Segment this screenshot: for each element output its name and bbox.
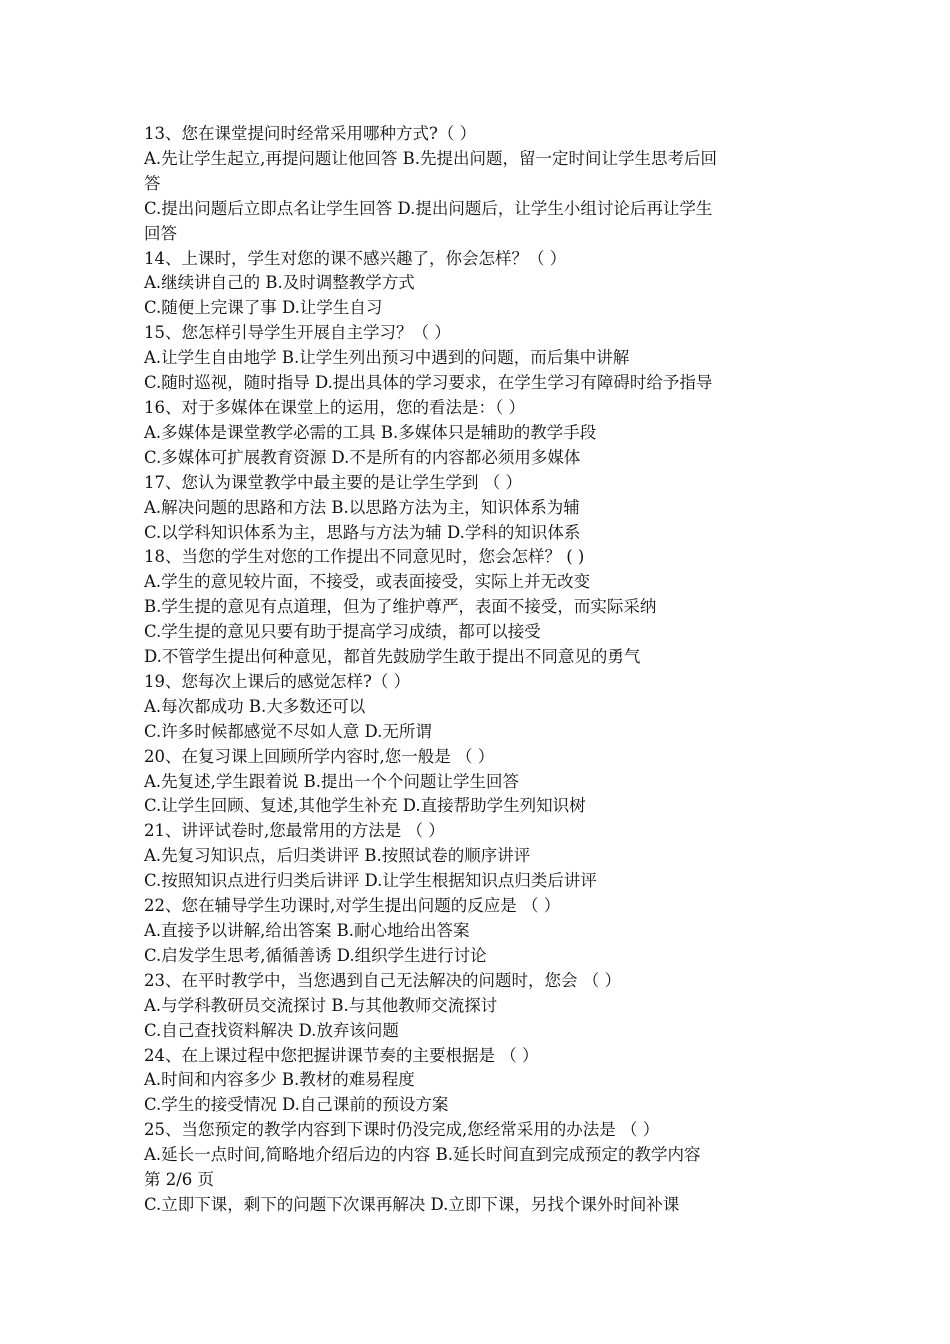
text-line: C.多媒体可扩展教育资源 D.不是所有的内容都必须用多媒体 <box>144 447 581 467</box>
text-line: 15、您怎样引导学生开展自主学习？（ ） <box>144 323 451 343</box>
text-line: C.让学生回顾、复述,其他学生补充 D.直接帮助学生列知识树 <box>144 796 586 816</box>
text-line: 回答 <box>144 223 177 243</box>
text-line: A.让学生自由地学 B.让学生列出预习中遇到的问题，而后集中讲解 <box>144 348 630 368</box>
text-line: 16、对于多媒体在课堂上的运用，您的看法是：（ ） <box>144 397 525 417</box>
text-line: C.自己查找资料解决 D.放弃该问题 <box>144 1020 399 1040</box>
document-page <box>144 122 824 1218</box>
text-line: A.时间和内容多少 B.教材的难易程度 <box>144 1070 415 1090</box>
text-line: A.解决问题的思路和方法 B.以思路方法为主，知识体系为辅 <box>144 497 580 517</box>
text-line: C.许多时候都感觉不尽如人意 D.无所谓 <box>144 721 432 741</box>
text-line: 24、在上课过程中您把握讲课节奏的主要根据是 （ ） <box>144 1045 539 1065</box>
text-line: A.继续讲自己的 B.及时调整教学方式 <box>144 273 415 293</box>
text-line: C.以学科知识体系为主，思路与方法为辅 D.学科的知识体系 <box>144 522 581 542</box>
text-line: A.直接予以讲解,给出答案 B.耐心地给出答案 <box>144 921 470 940</box>
text-line: A.先让学生起立,再提问题让他回答 B.先提出问题，留一定时间让学生思考后回 <box>144 148 718 168</box>
text-line: 20、在复习课上回顾所学内容时,您一般是 （ ） <box>144 746 495 766</box>
text-line: A.多媒体是课堂教学必需的工具 B.多媒体只是辅助的教学手段 <box>144 422 597 442</box>
text-line: C.随便上完课了事 D.让学生自习 <box>144 298 383 318</box>
text-line: 答 <box>144 173 161 193</box>
text-line: 19、您每次上课后的感觉怎样?（ ） <box>144 671 411 691</box>
text-line: 25、当您预定的教学内容到下课时仍没完成,您经常采用的办法是 （ ） <box>144 1120 660 1140</box>
text-line: 17、您认为课堂教学中最主要的是让学生学到 （ ） <box>144 472 522 492</box>
text-line: 21、讲评试卷时,您最常用的方法是 （ ） <box>144 821 445 841</box>
text-line: C.学生的接受情况 D.自己课前的预设方案 <box>144 1095 449 1115</box>
text-line: 14、上课时，学生对您的课不感兴趣了，你会怎样？（ ） <box>144 248 567 268</box>
text-line: A.与学科教研员交流探讨 B.与其他教师交流探讨 <box>144 995 498 1015</box>
page-number: 第 2/6 页 <box>144 1170 215 1190</box>
text-line: C.随时巡视，随时指导 D.提出具体的学习要求，在学生学习有障碍时给予指导 <box>144 373 713 393</box>
text-line: A.每次都成功 B.大多数还可以 <box>144 696 366 716</box>
text-line: C.提出问题后立即点名让学生回答 D.提出问题后，让学生小组讨论后再让学生 <box>144 198 713 218</box>
text-line: 23、在平时教学中，当您遇到自己无法解决的问题时，您会 （ ） <box>144 970 621 990</box>
text-line: C.按照知识点进行归类后讲评 D.让学生根据知识点归类后讲评 <box>144 871 597 891</box>
text-line: 13、您在课堂提问时经常采用哪种方式?（ ） <box>144 124 477 143</box>
text-line: C.启发学生思考,循循善诱 D.组织学生进行讨论 <box>144 945 487 965</box>
text-line: D.不管学生提出何种意见，都首先鼓励学生敢于提出不同意见的勇气 <box>144 647 641 667</box>
text-line: 22、您在辅导学生功课时,对学生提出问题的反应是 （ ） <box>144 896 561 916</box>
text-line: C.学生提的意见只要有助于提高学习成绩，都可以接受 <box>144 622 541 642</box>
text-line: C.立即下课，剩下的问题下次课再解决 D.立即下课，另找个课外时间补课 <box>144 1194 680 1214</box>
text-line: A.先复习知识点，后归类讲评 B.按照试卷的顺序讲评 <box>144 846 531 866</box>
text-line: A.先复述,学生跟着说 B.提出一个个问题让学生回答 <box>144 771 520 791</box>
text-line: A.延长一点时间,简略地介绍后边的内容 B.延长时间直到完成预定的教学内容 <box>144 1145 701 1165</box>
text-line: A.学生的意见较片面，不接受，或表面接受，实际上并无改变 <box>144 572 591 592</box>
text-line: 18、当您的学生对您的工作提出不同意见时，您会怎样？ ( ) <box>144 547 585 567</box>
text-line: B.学生提的意见有点道理，但为了维护尊严，表面不接受，而实际采纳 <box>144 597 657 617</box>
